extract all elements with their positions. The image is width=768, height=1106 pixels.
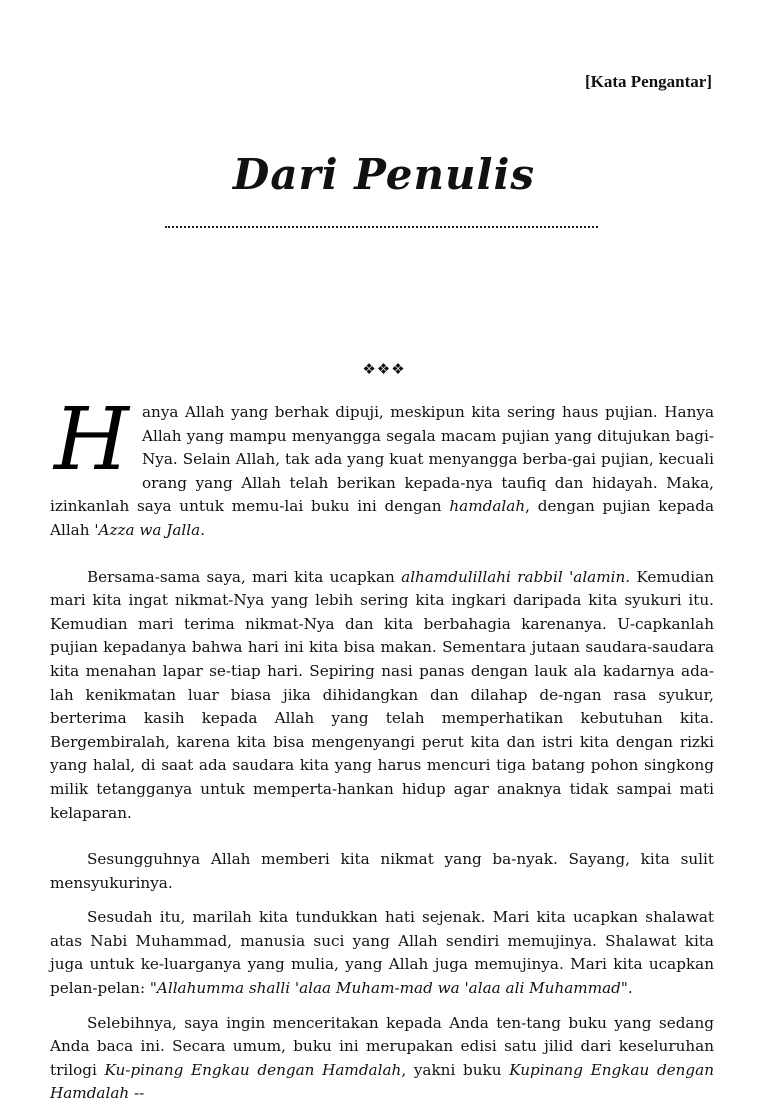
section-label: [Kata Pengantar] <box>584 72 712 91</box>
paragraph-5: Selebihnya, saya ingin menceritakan kepada Anda ten-tang buku yang sedang Anda baca ini. Secara umum, buku ini merupakan edisi satu jilid dari keseluruhan trilogi Ku-pinang Engkau dengan Hamdalah, yakni buku Kupinang Engkau dengan Hamdalah -- <box>50 1013 714 1103</box>
paragraph-2: Bersama-sama saya, mari kita ucapkan alhamdulillahi rabbil 'alamin. Kemudian mari kita ingat nikmat-Nya yang lebih sering kita ingkari daripada kita syukuri itu. Kemudian mari terima nikmat-Nya dan kita berbahagia karenanya. U-capkanlah pujian kepadanya bahwa hari ini kita bisa makan. Sementara jutaan saudara-saudara kita menahan lapar se-tiap hari. Sepiring nasi panas dengan lauk ala kadarnya ada-lah kenikmatan luar biasa jika dihidangkan dan dilahap de-ngan rasa syukur, berterima kasih kepada Allah yang telah memperhatikan kebutuhan kita. Bergembiralah, karena kita bisa mengenyangi perut kita dan istri kita dengan rizki yang halal, di saat ada saudara kita yang harus mencuri tiga batang pohon singkong milik tetangganya untuk memperta-hankan hidup agar anaknya tidak sampai mati kelaparan. <box>50 567 714 822</box>
dotted-divider <box>165 226 598 228</box>
paragraph-3: Sesungguhnya Allah memberi kita nikmat yang ba-nyak. Sayang, kita sulit mensyukurinya. <box>50 850 714 892</box>
svg-text:H: H <box>54 403 129 475</box>
paragraph-1: H anya Allah yang berhak dipuji, meskipun kita sering haus pujian. Hanya Allah yang mampu menyangga segala macam pujian yang ditujukan bagi-Nya. Selain Allah, tak ada yang kuat menyangga berba-gai pujian, kecuali orang yang Allah telah berikan kepada-nya taufiq dan hidayah. Maka, izinkanlah saya untuk memu-lai buku ini dengan hamdalah, dengan pujian kepada Allah 'Azza wa Jalla. <box>50 401 714 543</box>
dropcap <box>50 403 136 475</box>
dropcap-letter <box>50 403 136 475</box>
body-text <box>50 401 714 1106</box>
ornament-divider: ❖❖❖ <box>362 360 406 378</box>
paragraph-4: Sesudah itu, marilah kita tundukkan hati sejenak. Mari kita ucapkan shalawat atas Nabi Muhammad, manusia suci yang Allah sendiri memujinya. Shalawat kita juga untuk ke-luarganya yang mulia, yang Allah juga memujinya. Mari kita ucapkan pelan-pelan: "Allahumma shalli 'alaa Muham-mad wa 'alaa ali Muhammad". <box>50 908 714 998</box>
page-title: Dari Penulis <box>232 150 536 199</box>
